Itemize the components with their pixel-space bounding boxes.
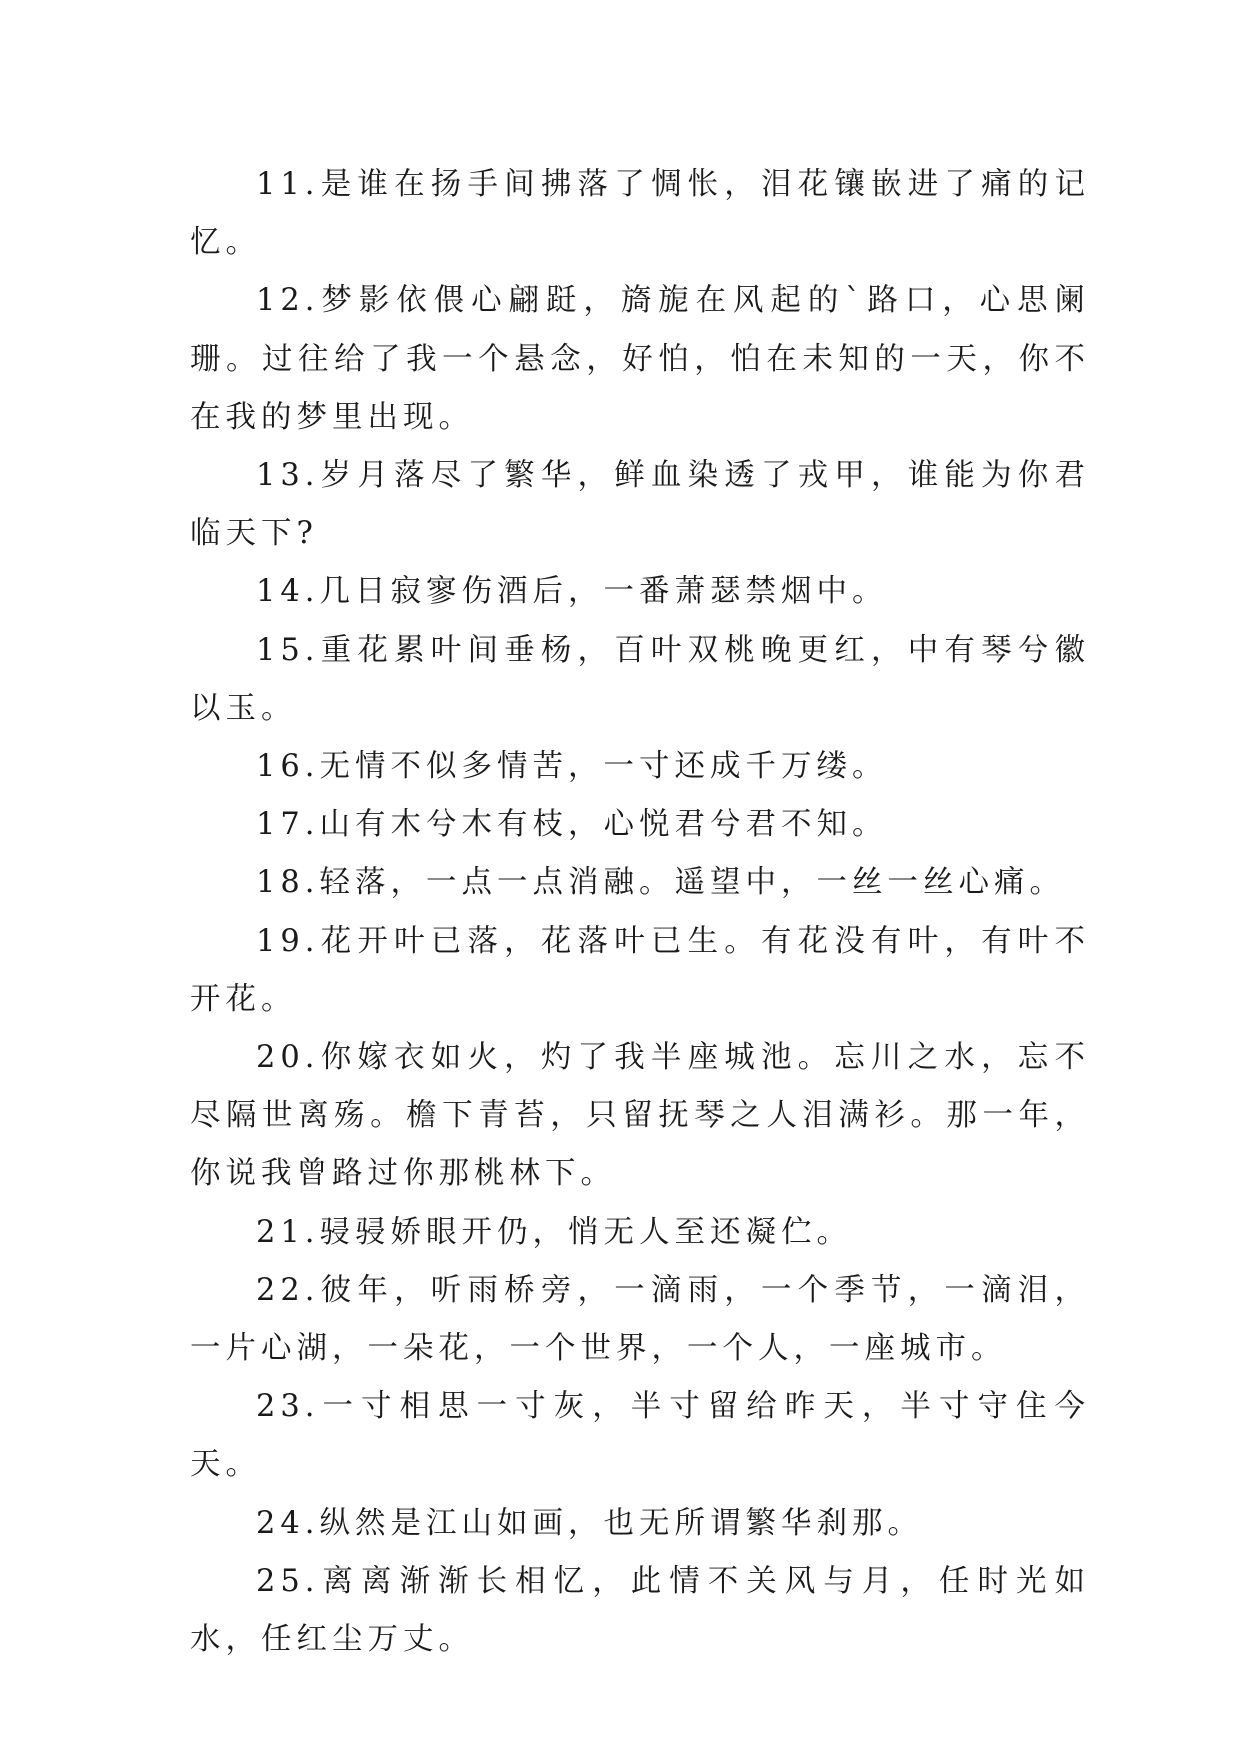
paragraph-11: 11.是谁在扬手间拂落了惆怅，泪花镶嵌进了痛的记忆。 [190, 167, 1090, 261]
paragraph-24: 24.纵然是江山如画，也无所谓繁华刹那。 [256, 1505, 924, 1541]
paragraph-21: 21.骎骎娇眼开仍，悄无人至还凝伫。 [256, 1214, 853, 1250]
paragraph-23: 23.一寸相思一寸灰，半寸留给昨天，半寸守住今天。 [190, 1389, 1090, 1483]
paragraph-15: 15.重花累叶间垂杨，百叶双桃晚更红，中有琴兮徽以玉。 [190, 632, 1090, 726]
paragraph-13: 13.岁月落尽了繁华，鲜血染透了戎甲，谁能为你君临天下? [190, 458, 1090, 552]
paragraph-18: 18.轻落，一点一点消融。遥望中，一丝一丝心痛。 [256, 865, 1066, 901]
document-body [190, 156, 1090, 1669]
paragraph-12: 12.梦影依偎心翩跹，旖旎在风起的`路口，心思阑珊。过往给了我一个悬念，好怕，怕在未知的一天，你不在我的梦里出现。 [190, 283, 1090, 435]
paragraph-17: 17.山有木兮木有枝，心悦君兮君不知。 [256, 807, 888, 843]
paragraph-20: 20.你嫁衣如火，灼了我半座城池。忘川之水，忘不尽隔世离殇。檐下青苔，只留抚琴之人泪满衫。那一年，你说我曾路过你那桃林下。 [190, 1040, 1090, 1192]
paragraph-22: 22.彼年，听雨桥旁，一滴雨，一个季节，一滴泪，一片心湖，一朵花，一个世界，一个人，一座城市。 [190, 1272, 1090, 1367]
paragraph-16: 16.无情不似多情苦，一寸还成千万缕。 [256, 749, 888, 785]
paragraph-14: 14.几日寂寥伤酒后，一番萧瑟禁烟中。 [256, 574, 888, 610]
paragraph-25: 25.离离渐渐长相忆，此情不关风与月，任时光如水，任红尘万丈。 [190, 1563, 1090, 1658]
paragraph-19: 19.花开叶已落，花落叶已生。有花没有叶，有叶不开花。 [190, 923, 1090, 1017]
